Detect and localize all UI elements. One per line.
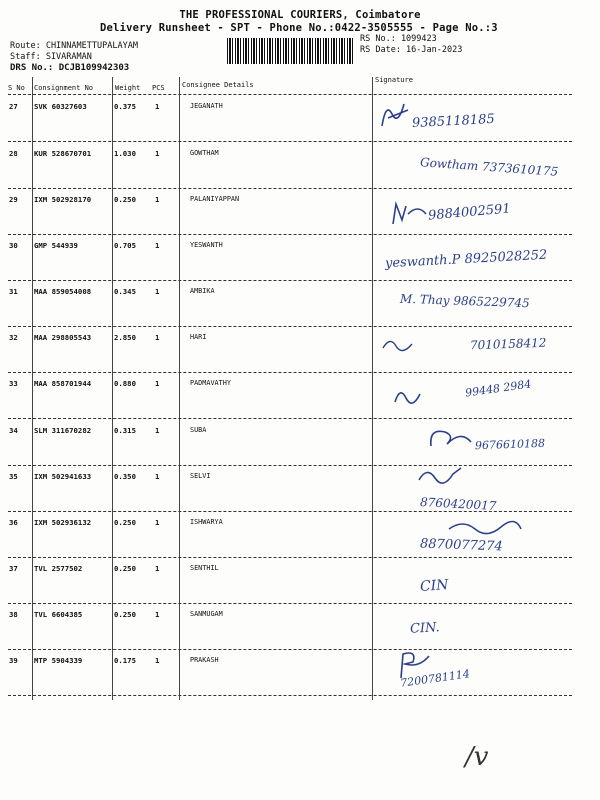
- row-weight: 0.375: [114, 102, 136, 111]
- consignment-number: GMP 544939: [34, 241, 78, 250]
- column-header-pcs: PCS: [152, 84, 165, 92]
- consignee-name: SUBA: [190, 426, 207, 434]
- signature-handwriting: CIN: [419, 577, 450, 595]
- route-label: Route: CHINNAMETTUPALAYAM: [10, 41, 138, 51]
- row-serial-number: 27: [9, 102, 18, 111]
- row-serial-number: 38: [9, 610, 18, 619]
- row-divider: [8, 234, 572, 235]
- signature-scribble: [390, 200, 430, 228]
- row-serial-number: 39: [9, 656, 18, 665]
- row-serial-number: 34: [9, 426, 18, 435]
- row-pcs: 1: [155, 287, 160, 296]
- row-serial-number: 30: [9, 241, 18, 250]
- consignment-number: TVL 2577502: [34, 564, 83, 573]
- column-divider: [32, 77, 33, 700]
- row-weight: 0.880: [114, 379, 136, 388]
- row-serial-number: 31: [9, 287, 18, 296]
- row-pcs: 1: [155, 241, 160, 250]
- row-weight: 0.175: [114, 656, 136, 665]
- row-weight: 0.315: [114, 426, 136, 435]
- row-pcs: 1: [155, 379, 160, 388]
- consignment-number: MAA 859054008: [34, 287, 92, 296]
- column-header-weight: Weight: [115, 84, 141, 92]
- row-pcs: 1: [155, 610, 160, 619]
- consignment-number: IXM 502936132: [34, 518, 92, 527]
- consignee-name: ISHWARYA: [190, 518, 223, 526]
- consignee-name: PADMAVATHY: [190, 379, 231, 387]
- consignment-number: MAA 858701944: [34, 379, 92, 388]
- consignment-number: SLM 311670282: [34, 426, 92, 435]
- column-header-signature: Signature: [375, 76, 413, 84]
- consignee-name: YESWANTH: [190, 241, 223, 249]
- signature-handwriting: Gowtham 7373610175: [419, 155, 559, 179]
- consignment-number: KUR 528670701: [34, 149, 92, 158]
- consignment-number: IXM 502941633: [34, 472, 92, 481]
- column-divider: [372, 77, 373, 700]
- row-weight: 0.345: [114, 287, 136, 296]
- signature-handwriting: 7200781114: [399, 667, 471, 690]
- column-header-consignee: Consignee Details: [182, 81, 254, 89]
- consignee-name: SENTHIL: [190, 564, 219, 572]
- row-serial-number: 33: [9, 379, 18, 388]
- signature-handwriting: 9385118185: [411, 111, 496, 132]
- row-pcs: 1: [155, 149, 160, 158]
- row-pcs: 1: [155, 656, 160, 665]
- row-divider: [8, 695, 572, 696]
- signature-scribble: [425, 424, 475, 452]
- drs-number: DRS No.: DCJB109942303: [10, 63, 130, 73]
- row-divider: [8, 418, 572, 419]
- signature-handwriting: 9884002591: [427, 201, 512, 224]
- row-divider: [8, 557, 572, 558]
- runsheet-title: THE PROFESSIONAL COURIERS, Coimbatore: [179, 9, 421, 21]
- row-serial-number: 37: [9, 564, 18, 573]
- row-divider: [8, 465, 572, 466]
- column-divider: [112, 77, 113, 700]
- consignee-name: PALANIYAPPAN: [190, 195, 240, 203]
- row-divider: [8, 649, 572, 650]
- row-weight: 0.350: [114, 472, 136, 481]
- rs-date: RS Date: 16-Jan-2023: [360, 45, 463, 55]
- signature-handwriting: 99448 2984: [464, 377, 533, 400]
- row-divider: [8, 326, 572, 327]
- row-divider: [8, 280, 572, 281]
- consignment-number: MTP 5904339: [34, 656, 83, 665]
- consignment-number: TVL 6604385: [34, 610, 83, 619]
- row-pcs: 1: [155, 195, 160, 204]
- consignee-name: JEGANATH: [190, 102, 223, 110]
- row-weight: 0.250: [114, 610, 136, 619]
- consignment-number: SVK 60327603: [34, 102, 87, 111]
- column-header-consignment: Consignment No: [34, 84, 94, 92]
- consignee-name: HARI: [190, 333, 207, 341]
- consignee-name: AMBIKA: [190, 287, 215, 295]
- signature-scribble: [415, 464, 465, 486]
- row-serial-number: 35: [9, 472, 18, 481]
- row-serial-number: 28: [9, 149, 18, 158]
- row-divider: [8, 511, 572, 512]
- consignee-name: GOWTHAM: [190, 149, 219, 157]
- signature-handwriting: 9676610188: [474, 436, 546, 453]
- row-weight: 2.850: [114, 333, 136, 342]
- column-header-sno: S No: [8, 84, 25, 92]
- row-weight: 0.250: [114, 195, 136, 204]
- runsheet-subtitle: Delivery Runsheet - SPT - Phone No.:0422-3505555 - Page No.:3: [100, 22, 498, 34]
- row-pcs: 1: [155, 102, 160, 111]
- signature-scribble: [445, 517, 525, 537]
- signature-handwriting: 7010158412: [469, 335, 547, 353]
- signature-handwriting: M. Thay 9865229745: [399, 291, 530, 311]
- row-weight: 0.705: [114, 241, 136, 250]
- signature-scribble: [395, 648, 435, 682]
- consignee-name: SANMUGAM: [190, 610, 223, 618]
- signature-handwriting: CIN.: [409, 620, 441, 637]
- row-pcs: 1: [155, 564, 160, 573]
- barcode: [227, 38, 353, 64]
- signature-scribble: [392, 382, 422, 406]
- row-serial-number: 29: [9, 195, 18, 204]
- row-weight: 0.250: [114, 564, 136, 573]
- rs-number: RS No.: 1099423: [360, 34, 437, 44]
- column-divider: [179, 77, 180, 700]
- consignment-number: MAA 298805543: [34, 333, 92, 342]
- row-divider: [8, 188, 572, 189]
- staff-label: Staff: SIVARAMAN: [10, 52, 92, 62]
- signature-handwriting: 8870077274: [419, 536, 503, 555]
- row-pcs: 1: [155, 518, 160, 527]
- row-weight: 0.250: [114, 518, 136, 527]
- row-divider: [8, 372, 572, 373]
- row-serial-number: 32: [9, 333, 18, 342]
- signature-scribble: [378, 96, 418, 130]
- signature-handwriting: 8760420017: [419, 495, 497, 513]
- row-pcs: 1: [155, 333, 160, 342]
- row-serial-number: 36: [9, 518, 18, 527]
- signature-scribble: [380, 334, 416, 356]
- row-weight: 1.030: [114, 149, 136, 158]
- consignee-name: PRAKASH: [190, 656, 219, 664]
- handwritten-mark: /v: [465, 742, 489, 772]
- header-rule: [8, 94, 572, 95]
- signature-handwriting: yeswanth.P 8925028252: [384, 247, 548, 272]
- row-pcs: 1: [155, 472, 160, 481]
- row-pcs: 1: [155, 426, 160, 435]
- consignment-number: IXM 502928170: [34, 195, 92, 204]
- row-divider: [8, 603, 572, 604]
- consignee-name: SELVI: [190, 472, 211, 480]
- row-divider: [8, 141, 572, 142]
